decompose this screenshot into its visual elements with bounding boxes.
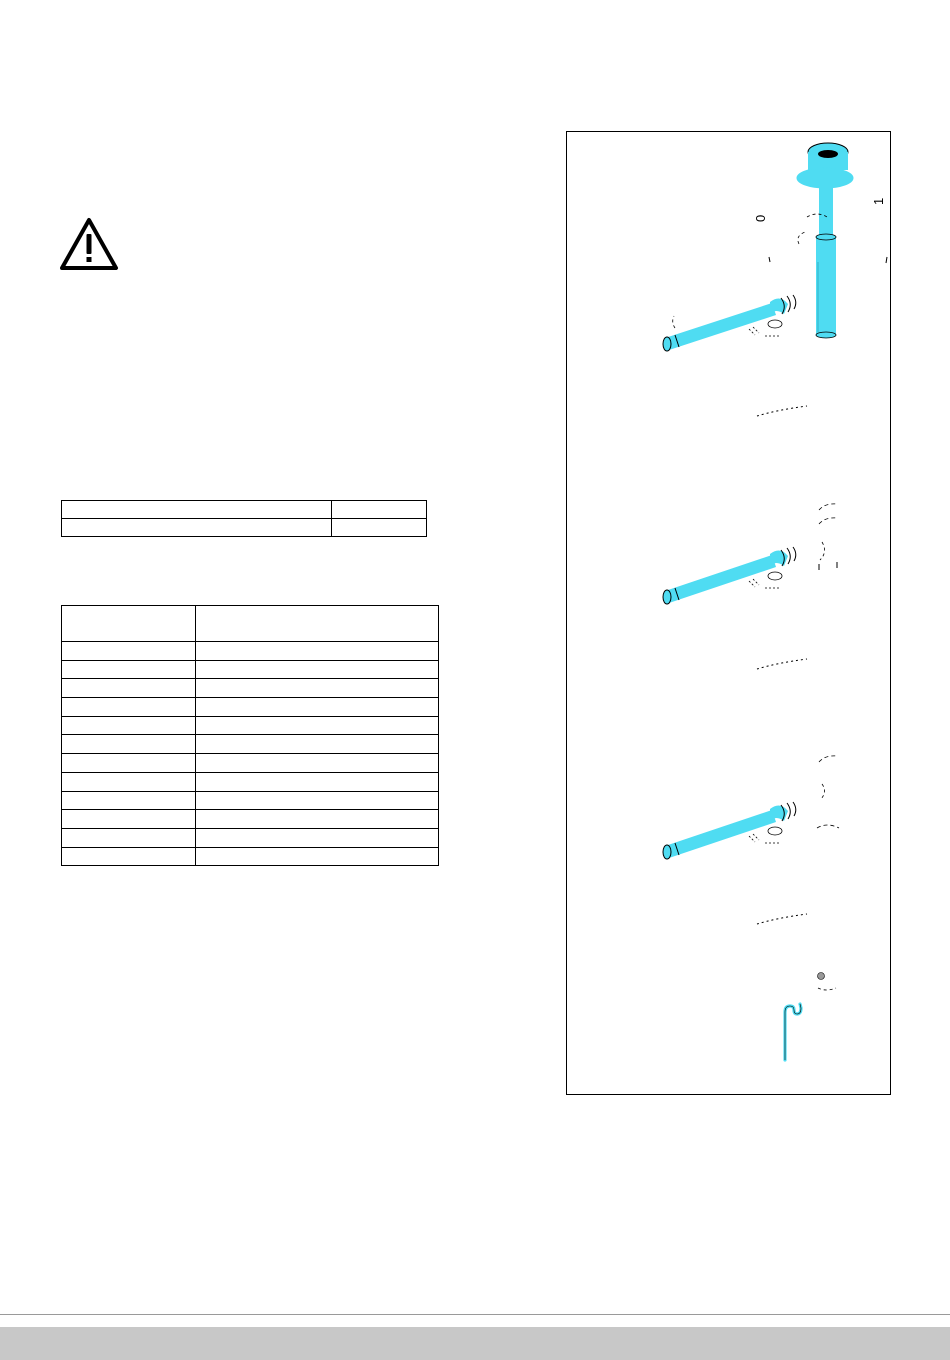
table-cell bbox=[62, 772, 196, 791]
table-cell bbox=[196, 735, 439, 754]
table-row bbox=[62, 642, 439, 661]
footer-bar bbox=[0, 1327, 950, 1360]
table-cell bbox=[196, 679, 439, 698]
table-cell bbox=[62, 735, 196, 754]
table-row bbox=[62, 716, 439, 735]
table-cell bbox=[196, 642, 439, 661]
table-row bbox=[62, 519, 427, 537]
table-cell bbox=[196, 772, 439, 791]
bracket-detail-1 bbox=[757, 406, 807, 416]
table-cell bbox=[62, 847, 196, 866]
table-header-row bbox=[62, 606, 439, 642]
table-row bbox=[62, 847, 439, 866]
table-row bbox=[62, 660, 439, 679]
table-cell bbox=[196, 810, 439, 829]
small-table bbox=[61, 500, 427, 537]
condensate-drain-icon bbox=[785, 973, 836, 1061]
table-row bbox=[62, 501, 427, 519]
table-cell bbox=[62, 828, 196, 847]
horizontal-flue-pipe-3 bbox=[663, 756, 839, 859]
table-row bbox=[62, 679, 439, 698]
table-cell bbox=[196, 828, 439, 847]
table-row bbox=[62, 810, 439, 829]
flue-diagram-panel bbox=[566, 131, 891, 1095]
table-cell bbox=[62, 519, 332, 537]
bracket-detail-3 bbox=[757, 914, 807, 924]
table-row bbox=[62, 698, 439, 717]
table-row bbox=[62, 735, 439, 754]
bracket-detail-2 bbox=[757, 659, 807, 669]
warning-icon bbox=[59, 217, 119, 271]
table-cell bbox=[62, 501, 332, 519]
table-cell bbox=[196, 698, 439, 717]
table-header-cell bbox=[196, 606, 439, 642]
table-header-cell bbox=[62, 606, 196, 642]
table-cell bbox=[62, 754, 196, 773]
table-cell bbox=[62, 679, 196, 698]
footer-divider bbox=[0, 1314, 950, 1315]
table-cell bbox=[62, 698, 196, 717]
table-cell bbox=[62, 660, 196, 679]
table-cell bbox=[196, 847, 439, 866]
table-row bbox=[62, 828, 439, 847]
table-cell bbox=[196, 791, 439, 810]
table-cell bbox=[62, 791, 196, 810]
table-row bbox=[62, 754, 439, 773]
table-cell bbox=[62, 642, 196, 661]
horizontal-flue-pipe-1 bbox=[663, 295, 796, 351]
table-cell bbox=[196, 716, 439, 735]
flue-diagram bbox=[567, 132, 892, 1096]
table-cell bbox=[62, 810, 196, 829]
horizontal-flue-pipe-2 bbox=[663, 504, 837, 604]
large-table bbox=[61, 605, 439, 866]
table-cell bbox=[196, 754, 439, 773]
table-cell bbox=[332, 519, 427, 537]
vertical-flue-terminal bbox=[769, 143, 887, 338]
table-cell bbox=[62, 716, 196, 735]
marker-label-1: 1 bbox=[871, 197, 886, 205]
table-row bbox=[62, 791, 439, 810]
table-cell bbox=[332, 501, 427, 519]
table-cell bbox=[196, 660, 439, 679]
marker-label-0: 0 bbox=[753, 214, 768, 222]
table-row bbox=[62, 772, 439, 791]
